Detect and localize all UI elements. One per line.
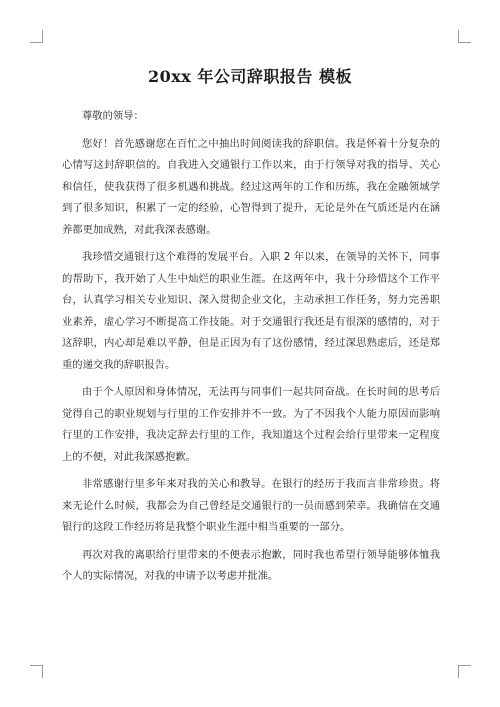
paragraph-5: 再次对我的离职给行里带来的不便表示抱歉，同时我也希望行领导能够体恤我个人的实际情况，对我的申请予以考虑并批准。 xyxy=(62,548,440,582)
paragraph-2: 我珍惜交通银行这个难得的发展平台。入职 2 年以来，在领导的关怀下，同事的帮助下，我开始了人生中灿烂的职业生涯。在这两年中，我十分珍惜这个工作平台，认真学习相关专业知识、深入贯彻企业文化，主动承担工作任务，努力完善职业素养，虚心学习不断提高工作技能。对于交通银行我还是有很深的感情的，对于这辞职，内心却是难以平静，但是正因为有了这份感情，经过深思熟虑后，还是郑重的递交我的辞职报告。 xyxy=(62,251,440,371)
document-title: 20xx 年公司辞职报告 模板 xyxy=(148,67,352,86)
crop-mark-bottom-right xyxy=(458,665,471,678)
crop-mark-bottom-left xyxy=(30,665,43,678)
paragraph-1: 您好！首先感谢您在百忙之中抽出时间阅读我的辞职信。我是怀着十分复杂的心情写这封辞职信的。自我进入交通银行工作以来，由于行领导对我的指导、关心和信任，使我获得了很多机遇和挑战。经过这两年的工作和历练，我在金融领域学到了很多知识，积累了一定的经验，心智得到了提升，无论是外在气质还是内在涵养都更加成熟，对此我深表感谢。 xyxy=(62,137,440,236)
paragraph-3: 由于个人原因和身体情况，无法再与同事们一起共同奋战。在长时间的思考后觉得自己的职业规划与行里的工作安排并不一致。为了不因我个人能力原因而影响行里的工作安排，我决定辞去行里的工作，我知道这个过程会给行里带来一定程度上的不便，对此我深感抱歉。 xyxy=(62,386,440,463)
paragraph-4: 非常感谢行里多年来对我的关心和教导。在银行的经历于我而言非常珍贵。将来无论什么时候，我都会为自己曾经是交通银行的一员而感到荣幸。我确信在交通银行的这段工作经历将是我整个职业生涯中相当重要的一部分。 xyxy=(62,478,440,533)
crop-mark-top-left xyxy=(30,30,43,43)
document-body xyxy=(62,106,440,594)
crop-mark-top-right xyxy=(458,30,471,43)
salutation: 尊敬的领导： xyxy=(82,110,144,122)
